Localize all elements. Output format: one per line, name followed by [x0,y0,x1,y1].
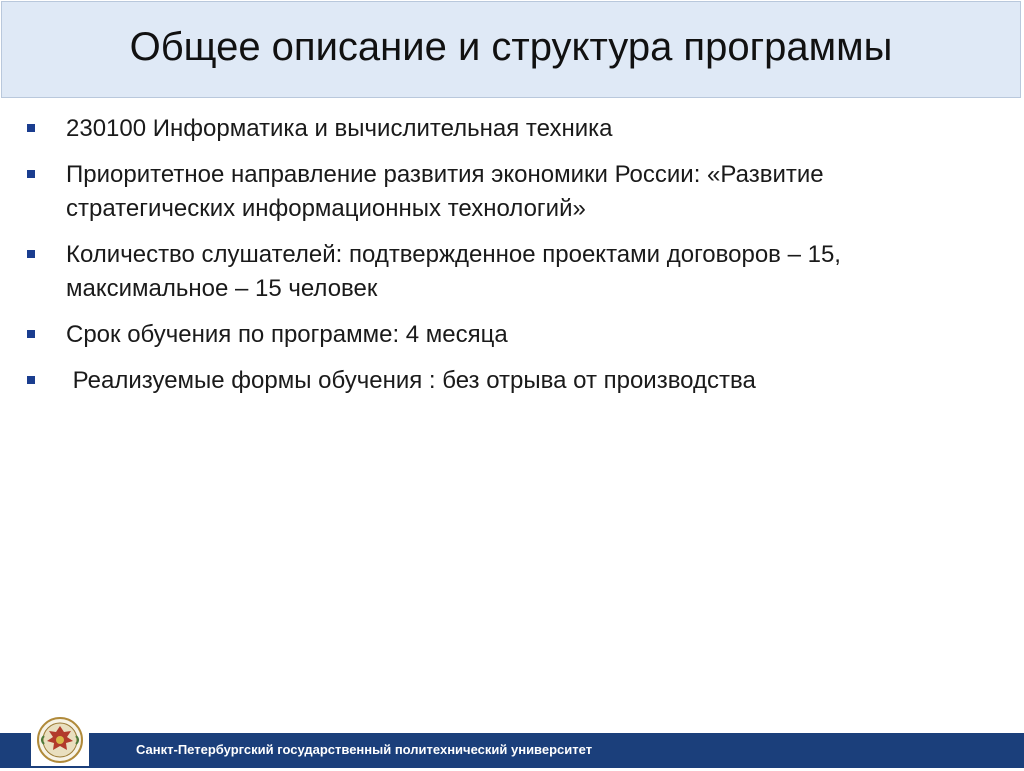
square-bullet-icon [27,376,35,384]
bullet-item [27,238,997,306]
square-bullet-icon [27,250,35,258]
square-bullet-icon [27,330,35,338]
university-emblem-icon [31,712,89,766]
bullet-text: Реализуемые формы обучения : без отрыва от производства [66,367,756,394]
bullet-item [27,364,997,398]
bullet-text: Срок обучения по программе: 4 месяца [66,321,508,348]
bullet-item [27,318,997,352]
footer-university-name: Санкт-Петербургский государственный политехнический университет [136,742,593,757]
square-bullet-icon [27,124,35,132]
slide-title: Общее описание и структура программы [129,25,893,69]
bullet-item [27,112,997,146]
bullet-text: 230100 Информатика и вычислительная техника [66,115,613,142]
bullet-text: Количество слушателей: подтвержденное проектами договоров – 15, максимальное – 15 человек [66,241,841,302]
bullet-text: Приоритетное направление развития экономики России: «Развитие стратегических информационных технологий» [66,161,824,222]
bullet-item [27,158,997,226]
title-bar [1,1,1021,98]
emblem-svg [31,712,89,766]
footer-bar [0,733,1024,768]
square-bullet-icon [27,170,35,178]
bullet-list [27,112,997,410]
